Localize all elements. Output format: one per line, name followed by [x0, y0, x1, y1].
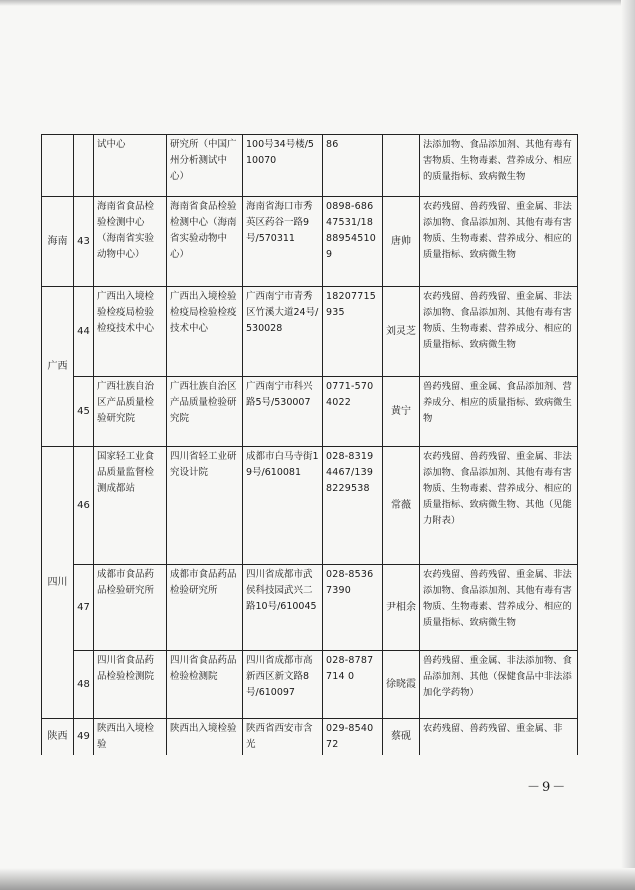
contact-cell: 黄宁 [383, 377, 420, 447]
lab-name-cell: 国家轻工业食品质量监督检测成都站 [94, 447, 167, 565]
table-row [42, 651, 578, 719]
table-row [42, 377, 578, 447]
unit-cell: 海南省食品检验检测中心（海南省实验动物中心） [167, 197, 243, 287]
phone-cell: 028-83194467/1398229538 [323, 447, 383, 565]
contact-cell: 唐帅 [383, 197, 420, 287]
contact-cell: 常薇 [383, 447, 420, 565]
address-cell: 四川省成都市高新西区新文路8号/610097 [243, 651, 323, 719]
table-row [42, 447, 578, 565]
contact-cell: 尹相余 [383, 565, 420, 651]
province-cell: 海南 [42, 197, 74, 287]
address-cell: 成都市白马寺街19号/610081 [243, 447, 323, 565]
unit-cell: 四川省食品药品检验检测院 [167, 651, 243, 719]
contact-cell: 徐晓霞 [383, 651, 420, 719]
contact-cell: 蔡砚 [383, 719, 420, 756]
table-row [42, 135, 578, 197]
phone-cell: 028-85367390 [323, 565, 383, 651]
province-cell [42, 135, 74, 197]
items-cell: 农药残留、兽药残留、重金属、非法添加物、食品添加剂、其他有毒有害物质、生物毒素、营养成分、相应的质量指标、致病微生物 [420, 197, 578, 287]
contact-cell [383, 135, 420, 197]
lab-name-cell: 试中心 [94, 135, 167, 197]
unit-cell: 广西壮族自治区产品质量检验研究院 [167, 377, 243, 447]
scan-shadow-right [621, 0, 635, 890]
address-cell: 陕西省西安市含光 [243, 719, 323, 756]
number-cell: 43 [74, 197, 94, 287]
unit-cell: 广西出入境检验检疫局检验检疫技术中心 [167, 287, 243, 377]
lab-name-cell: 陕西出入境检验 [94, 719, 167, 756]
province-cell: 四川 [42, 447, 74, 719]
scan-shadow-bottom [0, 868, 635, 890]
phone-cell: 0898-68647531/18889545109 [323, 197, 383, 287]
address-cell: 广西南宁市青秀区竹溪大道24号/530028 [243, 287, 323, 377]
scan-shadow-top [0, 0, 635, 6]
phone-cell: 028-8787714 0 [323, 651, 383, 719]
lab-name-cell: 成都市食品药品检验研究所 [94, 565, 167, 651]
address-cell: 四川省成都市武侯科技园武兴二路10号/610045 [243, 565, 323, 651]
table-row [42, 287, 578, 377]
lab-name-cell: 海南省食品检验检测中心（海南省实验动物中心） [94, 197, 167, 287]
table-row [42, 197, 578, 287]
province-cell: 陕西 [42, 719, 74, 756]
table-row [42, 719, 578, 756]
lab-name-cell: 广西壮族自治区产品质量检验研究院 [94, 377, 167, 447]
items-cell: 兽药残留、重金属、非法添加物、食品添加剂、其他（保健食品中非法添加化学药物） [420, 651, 578, 719]
phone-cell: 029-854072 [323, 719, 383, 756]
address-cell: 广西南宁市科兴路5号/530007 [243, 377, 323, 447]
unit-cell: 研究所（中国广州分析测试中心） [167, 135, 243, 197]
phone-cell: 18207715935 [323, 287, 383, 377]
contact-cell: 刘灵芝 [383, 287, 420, 377]
items-cell: 农药残留、兽药残留、重金属、非法添加物、食品添加剂、其他有毒有害物质、生物毒素、营养成分、相应的质量指标、致病微生物 [420, 565, 578, 651]
lab-name-cell: 四川省食品药品检验检测院 [94, 651, 167, 719]
number-cell: 47 [74, 565, 94, 651]
number-cell [74, 135, 94, 197]
number-cell: 44 [74, 287, 94, 377]
items-cell: 兽药残留、重金属、食品添加剂、营养成分、相应的质量指标、致病微生物 [420, 377, 578, 447]
address-cell: 海南省海口市秀英区药谷一路9号/570311 [243, 197, 323, 287]
address-cell: 100号34号楼/510070 [243, 135, 323, 197]
items-cell: 农药残留、兽药残留、重金属、非 [420, 719, 578, 756]
province-cell: 广西 [42, 287, 74, 447]
unit-cell: 成都市食品药品检验研究所 [167, 565, 243, 651]
items-cell: 法添加物、食品添加剂、其他有毒有害物质、生物毒素、营养成分、相应的质量指标、致病微生物 [420, 135, 578, 197]
unit-cell: 陕西出入境检验 [167, 719, 243, 756]
number-cell: 49 [74, 719, 94, 756]
items-cell: 农药残留、兽药残留、重金属、非法添加物、食品添加剂、其他有毒有害物质、生物毒素、营养成分、相应的质量指标、致病微生物 [420, 287, 578, 377]
lab-name-cell: 广西出入境检验检疫局检验检疫技术中心 [94, 287, 167, 377]
number-cell: 48 [74, 651, 94, 719]
unit-cell: 四川省轻工业研究设计院 [167, 447, 243, 565]
number-cell: 46 [74, 447, 94, 565]
items-cell: 农药残留、兽药残留、重金属、非法添加物、食品添加剂、其他有毒有害物质、生物毒素、营养成分、相应的质量指标、致病微生物、其他（见能力附表） [420, 447, 578, 565]
table-row [42, 565, 578, 651]
phone-cell: 86 [323, 135, 383, 197]
page-number: －9－ [527, 780, 568, 795]
lab-table [41, 134, 578, 755]
phone-cell: 0771-5704022 [323, 377, 383, 447]
number-cell: 45 [74, 377, 94, 447]
